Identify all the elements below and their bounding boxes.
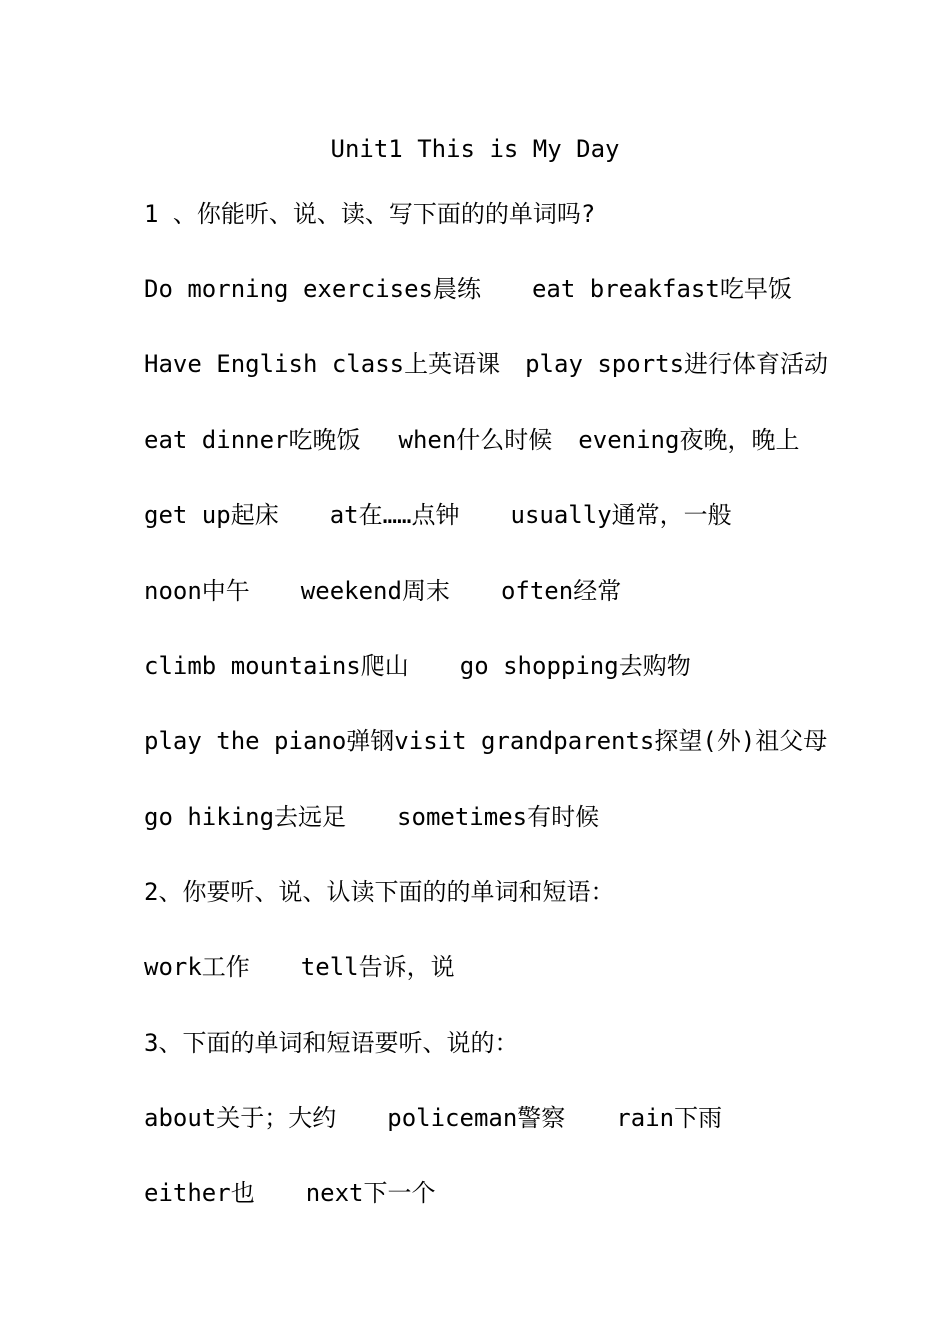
vocab-entry: go shopping去购物 — [459, 652, 691, 680]
vocab-entry: visit grandparents探望(外)祖父母 — [394, 727, 828, 755]
vocab-entry: sometimes有时候 — [397, 803, 600, 831]
vocab-entry: often经常 — [500, 577, 622, 605]
vocab-line — [144, 951, 455, 983]
vocab-entry: rain下雨 — [616, 1104, 723, 1132]
vocab-entry: Have English class上英语课 — [144, 350, 501, 378]
vocab-entry: usually通常，一般 — [510, 501, 732, 529]
vocab-entry: play sports进行体育活动 — [525, 350, 829, 378]
section-3-heading: 3、下面的单词和短语要听、说的： — [144, 1029, 519, 1057]
section-1-heading: 1 、你能听、说、读、写下面的的单词吗? — [144, 200, 596, 228]
vocab-entry: evening夜晚，晚上 — [578, 426, 800, 454]
vocab-line — [144, 801, 599, 833]
vocab-line — [144, 650, 691, 682]
vocab-line — [144, 273, 792, 305]
vocab-entry: tell告诉，说 — [300, 953, 455, 981]
vocab-entry: eat breakfast吃早饭 — [531, 275, 792, 303]
vocab-entry: play the piano弹钢 — [144, 727, 395, 755]
vocab-entry: noon中午 — [144, 577, 250, 605]
vocab-entry: go hiking去远足 — [144, 803, 347, 831]
vocab-line — [144, 1177, 436, 1209]
vocab-line — [144, 424, 799, 456]
vocab-line — [144, 499, 732, 531]
vocab-entry: weekend周末 — [300, 577, 450, 605]
vocab-entry: when什么时候 — [398, 426, 553, 454]
vocab-entry: next下一个 — [305, 1179, 436, 1207]
vocab-entry: eat dinner吃晚饭 — [144, 426, 361, 454]
vocab-line — [144, 575, 621, 607]
vocab-entry: climb mountains爬山 — [144, 652, 409, 680]
vocab-entry: about关于；大约 — [144, 1104, 337, 1132]
vocab-entry: work工作 — [144, 953, 250, 981]
vocab-line — [144, 1102, 722, 1134]
document-title: Unit1 This is My Day — [330, 135, 620, 163]
vocab-entry: policeman警察 — [387, 1104, 566, 1132]
vocab-entry: either也 — [144, 1179, 255, 1207]
vocab-line — [144, 348, 828, 380]
section-2-heading: 2、你要听、说、认读下面的的单词和短语： — [144, 878, 615, 906]
vocab-entry: get up起床 — [144, 501, 279, 529]
vocab-line — [144, 725, 827, 757]
vocab-entry: at在……点钟 — [329, 501, 460, 529]
vocab-entry: Do morning exercises晨练 — [144, 275, 481, 303]
